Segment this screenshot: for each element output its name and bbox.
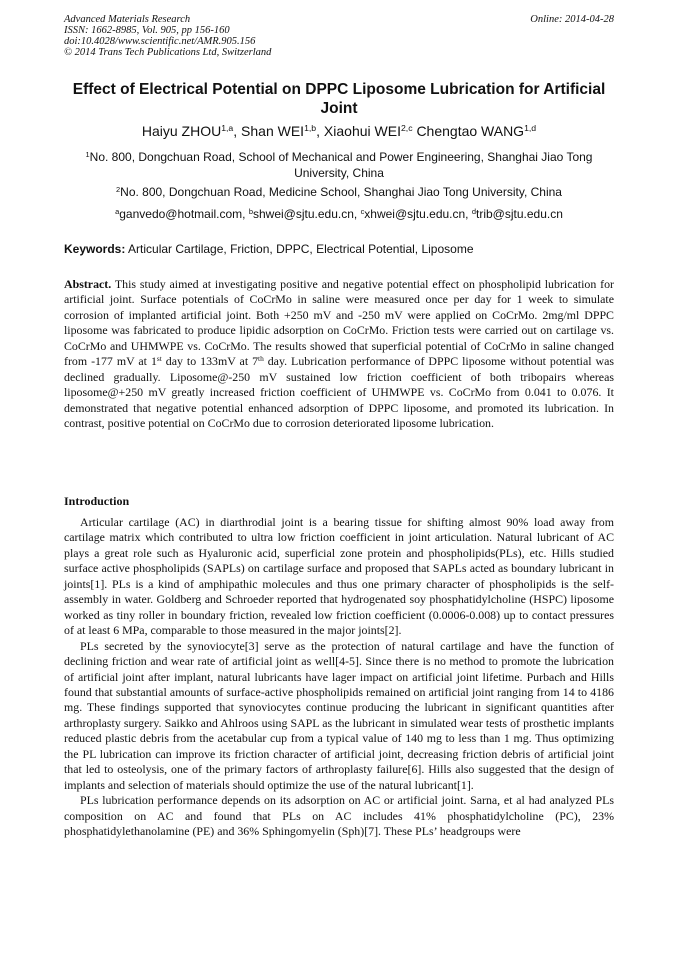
affiliation-mark: 2 <box>116 184 121 194</box>
author-affil-mark: 2,c <box>400 123 413 134</box>
author-affil-mark: 1,b <box>304 123 317 134</box>
email: xhwei@sjtu.edu.cn, <box>364 207 469 221</box>
author-name: Shan WEI <box>241 123 305 139</box>
email-list <box>64 207 614 223</box>
abstract-text: day to 133mV at 7 <box>161 354 259 369</box>
paragraph: Articular cartilage (AC) in diarthrodial joint is a bearing tissue for shifting almost 90% load away from cartilage matrix which contributed to ultra low friction coefficient in joint articulation. Natural lubricant of AC plays a great role such as Hyaluronic acid, superficial zone protein and phospholipids(PLs), etc. Hills studied surface active phospholipids (SAPLs) on cartilage surface and proposed that SAPLs acted as boundary lubricant in joints[1]. PLs is a kind of amphipathic molecules and thus one primary character of phospholipids is the self-assembly in water. Goldberg and Schroeder reported that hydrogenated soy phosphatidylcholine (HSPC) liposome worked as tiny roller in boundary friction, revealed low friction coefficient (0.0006-0.008) up to contact pressures of at least 6 MPa, comparable to those measured in the major joints[2]. <box>64 515 614 638</box>
issn-line: ISSN: 1662-8985, Vol. 905, pp 156-160 <box>64 25 230 36</box>
author-affil-mark: 1,a <box>221 123 234 134</box>
copyright-line: © 2014 Trans Tech Publications Ltd, Switzerland <box>64 47 272 58</box>
author-affil-mark: 1,d <box>524 123 537 134</box>
online-date: Online: 2014-04-28 <box>530 14 614 25</box>
author-name: Xiaohui WEI <box>323 123 401 139</box>
email: shwei@sjtu.edu.cn, <box>252 207 358 221</box>
author-list: Haiyu ZHOU$^{1,a}$, Shan WEI$^{1,b}$, Xiaohui WEI$^{2,c}$ Chengtao WANG$^{1,d}$ <box>141 123 537 139</box>
abstract <box>64 277 614 432</box>
ordinal-mark: st <box>156 354 162 364</box>
paragraph: PLs lubrication performance depends on its adsorption on AC or artificial joint. Sarna, et al had analyzed PLs composition on AC and found that PLs on AC includes 41% phosphatidylcholine (PC), 23% phosphatidylethanolamine (PE) and 36% Sphingomyelin (Sph)[7]. These PLs’ headgroups were <box>64 793 614 839</box>
email-mark: d <box>471 206 476 216</box>
ordinal-mark: th <box>258 354 264 364</box>
affiliation-mark: 1 <box>85 149 90 159</box>
affiliation-text: No. 800, Dongchuan Road, Medicine School, Shanghai Jiao Tong University, China <box>120 185 562 199</box>
email-mark: c <box>360 206 365 216</box>
author-name: Chengtao WANG <box>416 123 525 139</box>
abstract-label: Abstract. <box>64 277 112 291</box>
author-name: Haiyu ZHOU <box>141 123 222 139</box>
affiliation-text: No. 800, Dongchuan Road, School of Mechanical and Power Engineering, Shanghai Jiao Tong University, China <box>89 150 593 180</box>
journal-name: Advanced Materials Research <box>64 14 191 25</box>
introduction-body <box>64 515 614 840</box>
keywords-label: Keywords: <box>64 242 126 256</box>
paragraph: PLs secreted by the synoviocyte[3] serve as the protection of natural cartilage and have the function of declining friction and wear rate of artificial joint as well[4-5]. Since there is no method to promote the lubrication of artificial joint after implant, natural lubricants have lager impact on artificial joint lifetime. Purbach and Hills found that substantial amounts of surface-active phospholipids remained on artificial joint ranging from 14 to 4186 mg. These findings supported that synoviocytes continue producing the lubricant in significant quantities after arthroplasty surgery. Saikko and Ahlroos using SAPL as the lubricant in simulated wear tests of prosthetic implants reduced plastic debris from the acetabular cup from a typical value of 140 mg to less than 1 mg. Thus optimizing the PL lubrication can improve its friction character of artificial joint, decreasing friction debris of artificial joint that led to osteolysis, one of the primary factors of arthroplasty failure[6]. Hills also suggested that the design of implants and selection of materials should optimize the use of the natural lubricant[1]. <box>64 638 614 792</box>
email: ganvedo@hotmail.com, <box>119 207 246 221</box>
section-heading-introduction: Introduction <box>64 494 130 508</box>
affiliation-1 <box>64 150 614 181</box>
abstract-text: This study aimed at investigating positive and negative potential effect on phospholipid lubrication for artificial joint. Surface potentials of CoCrMo in saline were measured once per day for 1 week to simulate corrosion of implanted artificial joint. Both +250 mV and -250 mV were applied on CoCrMo. 2mg/ml DPPC liposome was fabricated to produce lipidic adsorption on CoCrMo. Friction tests were carried out on cartilage vs. CoCrMo and UHMWPE vs. CoCrMo. The results showed that superficial potential of CoCrMo in saline changed from -177 mV at 1 <box>64 277 614 369</box>
email-mark: b <box>248 206 253 216</box>
keywords <box>64 242 614 257</box>
affiliation-2 <box>64 185 614 201</box>
paper-title: Effect of Electrical Potential on DPPC Liposome Lubrication for Artificial Joint <box>72 81 606 117</box>
email-mark: a <box>115 206 120 216</box>
abstract-text: day. Lubrication performance of DPPC liposome without potential was declined gradually. Liposome@-250 mV sustained low friction coefficient of both tribopairs whereas liposome@+250 mV greatly increased friction coefficient of UHMWPE vs. CoCrMo from 0.041 to 0.076. It demonstrated that negative potential enhanced adsorption of DPPC liposome, and promoted its lubrication. In contrast, positive potential on CoCrMo due to corrosion deteriorated liposome lubrication. <box>64 354 614 431</box>
doi-line: doi:10.4028/www.scientific.net/AMR.905.156 <box>64 36 256 47</box>
keywords-text: Articular Cartilage, Friction, DPPC, Electrical Potential, Liposome <box>128 242 474 256</box>
journal-header <box>64 14 271 58</box>
email: trib@sjtu.edu.cn <box>476 207 563 221</box>
